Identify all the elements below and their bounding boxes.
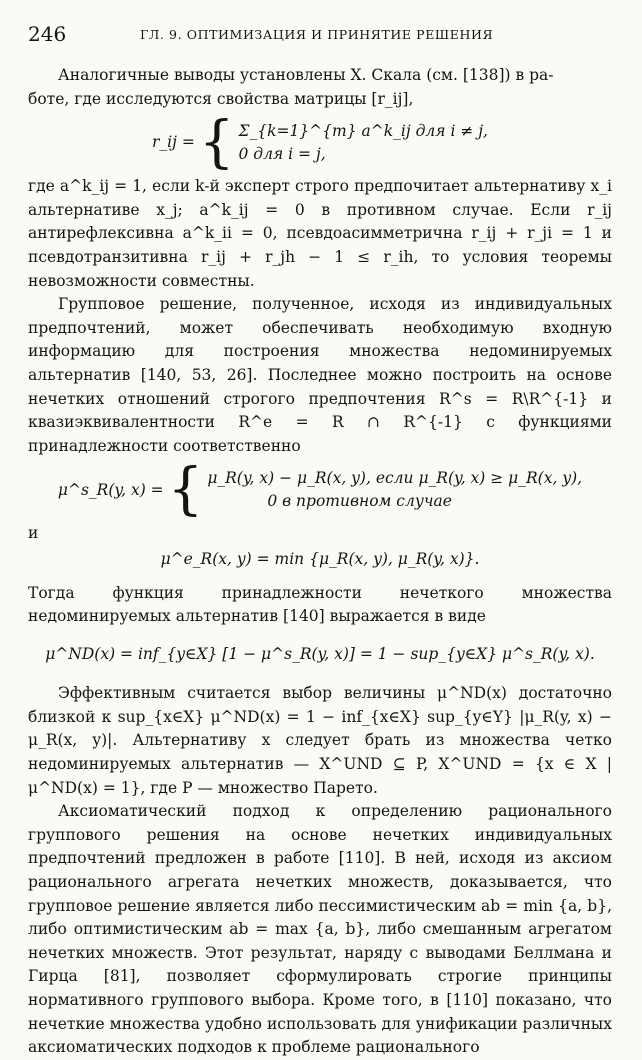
equation-mu-s-case-1: μ_R(y, x) − μ_R(x, y), если μ_R(y, x) ≥ μ_R(x, y),: [207, 468, 583, 487]
equation-mu-s-case-2: 0 в противном случае: [267, 492, 452, 511]
left-brace: {: [167, 457, 204, 523]
page-header: [28, 22, 614, 48]
conjunction-and: и: [28, 524, 39, 543]
equation-r-ij: [28, 110, 612, 176]
paragraph-1-line-2: боте, где исследуются свойства матрицы [r_ij],: [28, 89, 414, 108]
left-brace: {: [198, 110, 235, 176]
paragraph-3: Групповое решение, полученное, исходя из индивидуальных предпочтений, может обеспечивать необходимую входную информацию для построения множества недоминируемых альтернатив [140, 53, 26]. Последнее можно построить на основе нечетких отношений строгого предпочтения R^s = R\R^{-1} и квазиэквивалентности R^e = R ∩ R^{-1} с функциями принадлежности соответственно: [28, 295, 612, 455]
paragraph-1-line-1: Аналогичные выводы установлены Х. Скала (см. [138]) в ра-: [58, 66, 554, 84]
page-body: [28, 64, 612, 1060]
paragraph-6: Аксиоматический подход к определению рационального группового решения на основе нечетких индивидуальных предпочтений предложен в работе [110]. В ней, исходя из аксиом рационального агрегата нечетких множеств, доказывается, что групповое решение является либо пессимистическим ab = min {a, b}, либо оптимистическим ab = max {a, b}, либо смешанным агрегатом нечетких множеств. Этот результат, наряду с выводами Беллмана и Гирца [81], позволяет сформулировать строгие принципы нормативного группового выбора. Кроме того, в [110] показано, что нечеткие множества удобно использовать для унификации различных аксиоматических подходов к проблеме рационального: [28, 802, 612, 1057]
equation-mu-nd: μ^ND(x) = inf_{y∈X} [1 − μ^s_R(y, x)] = 1 − sup_{y∈X} μ^s_R(y, x).: [45, 644, 595, 663]
equation-mu-s: [28, 457, 612, 523]
equation-r-ij-lhs: r_ij =: [152, 133, 195, 152]
paragraph-4: Тогда функция принадлежности нечеткого множества недоминируемых альтернатив [140] выражается в виде: [28, 583, 612, 626]
equation-mu-e: μ^e_R(x, y) = min {μ_R(x, y), μ_R(y, x)}.: [160, 549, 480, 568]
paragraph-5: Эффективным считается выбор величины μ^ND(x) достаточно близкой к sup_{x∈X} μ^ND(x) = 1 − inf_{x∈X} sup_{y∈Y} |μ_R(y, x) − μ_R(x, y)|. Альтернативу x следует брать из множества четко недоминируемых альтернатив — X^UND ⊆ P, X^UND = {x ∈ X | μ^ND(x) = 1}, где P — множество Парето.: [28, 684, 612, 797]
equation-r-ij-case-1: Σ_{k=1}^{m} a^k_ij для i ≠ j,: [238, 121, 488, 140]
equation-r-ij-case-2: 0 для i = j,: [238, 145, 326, 164]
running-head: ГЛ. 9. ОПТИМИЗАЦИЯ И ПРИНЯТИЕ РЕШЕНИЯ: [140, 27, 494, 42]
page-number: 246: [28, 22, 67, 46]
equation-mu-s-lhs: μ^s_R(y, x) =: [57, 480, 164, 499]
paragraph-2: где a^k_ij = 1, если k-й эксперт строго предпочитает альтернативу x_i альтернативе x_j; a^k_ij = 0 в противном случае. Если r_ij антирефлексивна a^k_ii = 0, псевдоасимметрична r_ij + r_ji = 1 и псевдотранзитивна r_ij + r_jh − 1 ≤ r_ih, то условия теоремы невозможности совместны.: [28, 177, 612, 290]
